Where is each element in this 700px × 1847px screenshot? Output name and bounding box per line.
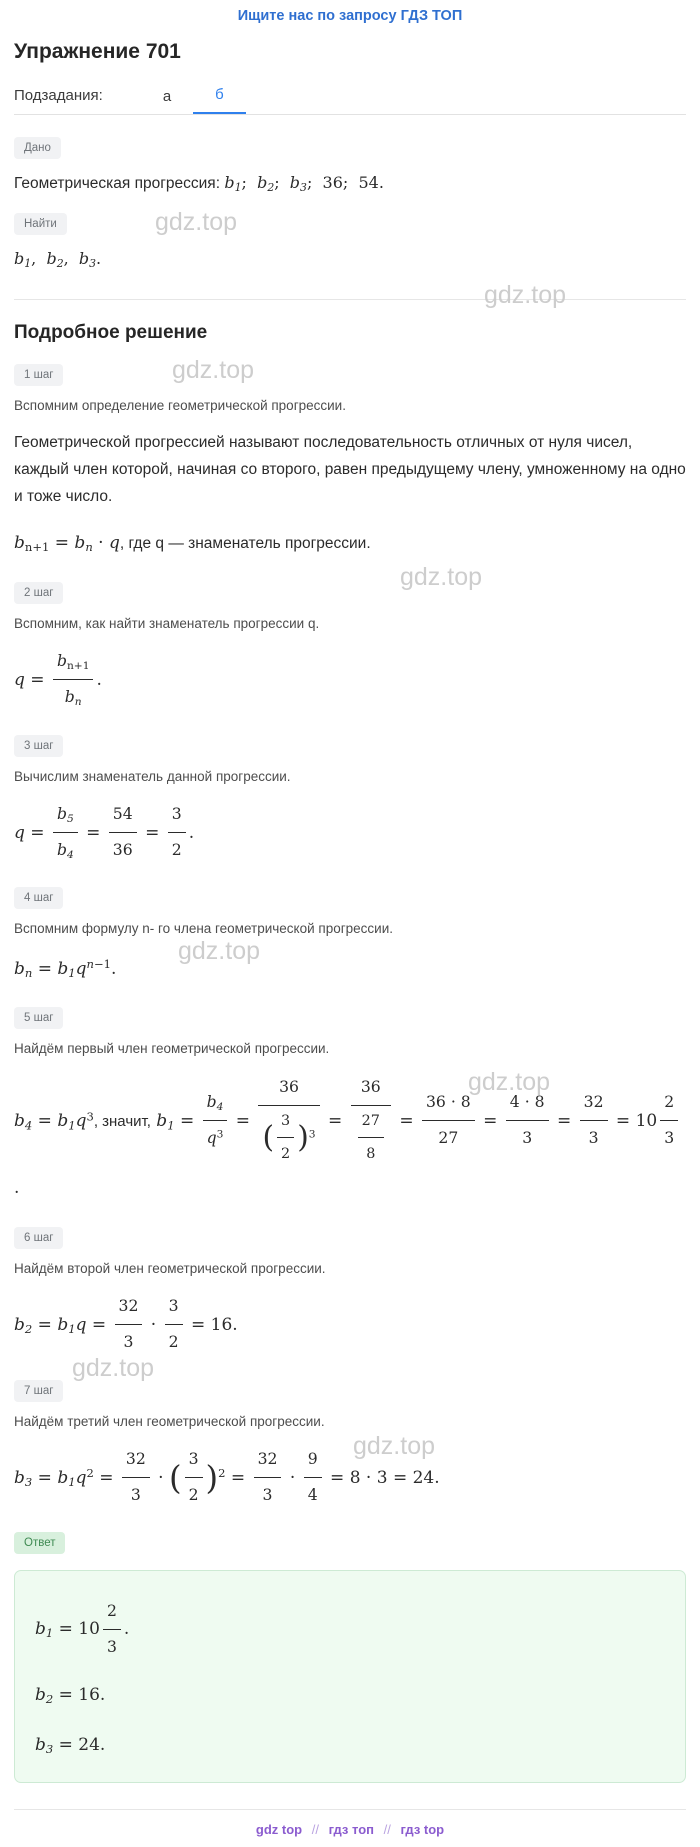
step-1-formula: $bn+1 = b_n \cdot q$, где q — знаменатель прогрессии. xyxy=(14,532,371,555)
chip-find: Найти xyxy=(14,213,67,235)
chip-step-2: 2 шаг xyxy=(14,582,63,604)
step-1-formula-note: , где q — знаменатель прогрессии. xyxy=(119,534,371,552)
subtasks-row xyxy=(14,82,686,115)
given-text-prefix: Геометрическая прогрессия: xyxy=(14,175,221,192)
find-text xyxy=(14,245,686,273)
chip-step-5: 5 шаг xyxy=(14,1007,63,1029)
chip-step-1: 1 шаг xyxy=(14,364,63,386)
step-1-lead: Вспомним определение геометрической прогрессии. xyxy=(14,398,346,414)
answer-line-b3: $b_3 = 24$. xyxy=(35,1734,106,1757)
step-3-lead: Вычислим знаменатель данной прогрессии. xyxy=(14,768,291,784)
chip-given: Дано xyxy=(14,137,61,159)
subtasks-label: Подзадания: xyxy=(14,87,103,104)
step-6-formula: $b_2 = b_1q$ = $\frac{32}{3}$ · $\frac{3}{2}$ = 16. xyxy=(14,1291,686,1360)
footer-link-1[interactable]: gdz top xyxy=(255,1821,303,1837)
footer xyxy=(14,1809,686,1847)
watermark: gdz.top xyxy=(72,1354,155,1382)
watermark: gdz.top xyxy=(400,563,483,591)
watermark: gdz.top xyxy=(484,281,567,309)
footer-separator-1: // xyxy=(311,1821,319,1837)
step-4-lead: Вспомним формулу n- го члена геометрической прогрессии. xyxy=(14,921,394,937)
step-5-formula: $b_4 = b_1q^3$, значит, $b_1$ = $\frac{b_4}{q^3}$ = 36 ( $\frac{3}{2}$ )$^3$ = $\frac{36}{\frac{27}{8}}$ = $\frac{36 \cdot 8}{27}$ = $\frac{4 \cdot 8}{3}$ = $\frac{32}{3}$ = 10 $\frac{2}{3}$ . xyxy=(14,1072,686,1207)
watermark: gdz.top xyxy=(468,1068,551,1096)
chip-answer: Ответ xyxy=(14,1532,65,1554)
step-2-formula: q = $\frac{bn+1}{b_n}$ . xyxy=(14,646,686,715)
step-7-lead: Найдём третий член геометрической прогрессии. xyxy=(14,1413,325,1429)
find-terms: $b_1$, $b_2$, $b_3$. xyxy=(14,249,102,271)
step-7-formula: $b_3 = b_1q^2$ = $\frac{32}{3}$ · ( $\frac{3}{2}$ )$^2$ = $\frac{32}{3}$ · $\frac{9}{4}$ = 8 · 3 = 24. xyxy=(14,1444,686,1513)
watermark: gdz.top xyxy=(155,208,238,236)
watermark: gdz.top xyxy=(172,356,255,384)
footer-link-2[interactable]: гдз топ xyxy=(328,1821,374,1837)
footer-link-3[interactable]: гдз top xyxy=(400,1821,445,1837)
given-terms: $b_1$; $b_2$; $b_3$; 36; 54. xyxy=(224,173,384,195)
step-1-body: Геометрической прогрессией называют последовательность отличных от нуля чисел, каждый член которой, начиная со второго, равен предыдущему члену, умноженному на одно и тоже число. xyxy=(14,433,686,505)
chip-step-6: 6 шаг xyxy=(14,1227,63,1249)
tab-subtask-a[interactable]: а xyxy=(162,88,172,105)
watermark: gdz.top xyxy=(353,1432,436,1460)
step-5-lead: Найдём первый член геометрической прогрессии. xyxy=(14,1041,330,1057)
answer-line-b2: $b_2 = 16$. xyxy=(35,1685,106,1707)
chip-step-3: 3 шаг xyxy=(14,735,63,757)
watermark: gdz.top xyxy=(178,937,261,965)
answer-line-b1: $b_1 = 10$ $\frac{2}{3}$ . xyxy=(35,1595,665,1664)
chip-step-4: 4 шаг xyxy=(14,887,63,909)
answer-box xyxy=(14,1570,686,1782)
step-6-lead: Найдём второй член геометрической прогрессии. xyxy=(14,1260,326,1276)
given-text xyxy=(14,169,686,197)
page-title: Упражнение 701 xyxy=(14,40,181,63)
solution-heading: Подробное решение xyxy=(14,322,208,344)
top-banner: Ищите нас по запросу ГДЗ ТОП xyxy=(237,8,463,24)
chip-step-7: 7 шаг xyxy=(14,1380,63,1402)
step-4-formula: $b_n = b_1q^{n-1}$. xyxy=(14,956,117,980)
step-5-mid-text: , значит, xyxy=(93,1112,151,1130)
step-2-lead: Вспомним, как найти знаменатель прогрессии q. xyxy=(14,615,320,631)
footer-separator-2: // xyxy=(383,1821,391,1837)
tab-subtask-b[interactable]: б xyxy=(193,82,246,114)
divider xyxy=(14,299,686,300)
step-3-formula: q = $\frac{b_5}{b_4}$ = $\frac{54}{36}$ = $\frac{3}{2}$ . xyxy=(14,799,686,868)
